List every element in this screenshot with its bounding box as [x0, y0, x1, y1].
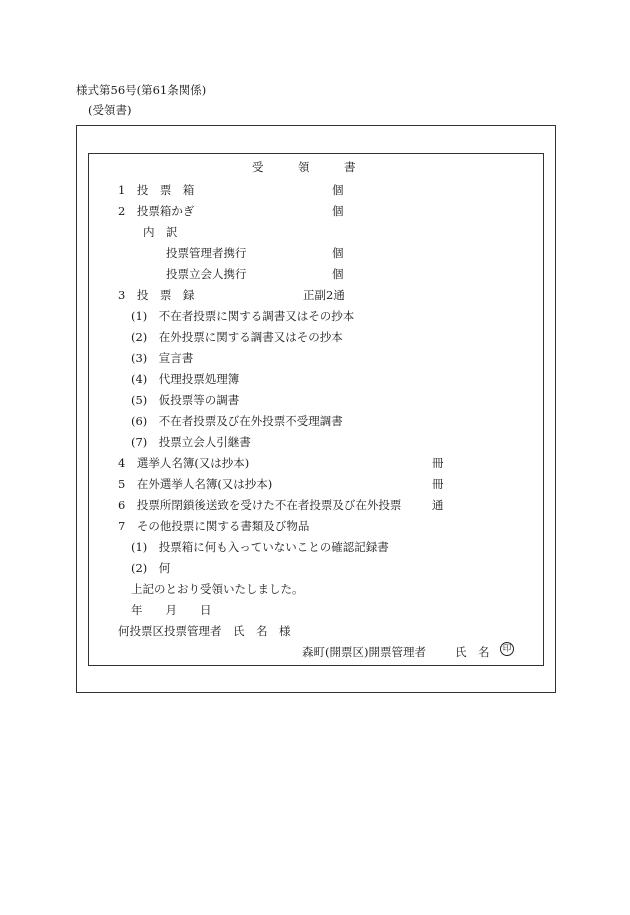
item-other-documents-label: 7 その他投票に関する書類及び物品 [118, 519, 310, 533]
item-ballot-box-label: 1 投 票 箱 [118, 183, 195, 197]
item-breakdown-label: 内 訳 [143, 225, 178, 239]
subitem-absentee-report: (1) 不在者投票に関する調書又はその抄本 [131, 309, 355, 323]
seal-mark: 印 [500, 642, 514, 656]
item-late-votes-quantity: 通 [432, 498, 444, 512]
item-manager-carry-quantity: 個 [332, 246, 344, 260]
item-manager-carry-label: 投票管理者携行 [166, 246, 247, 260]
form-number: 様式第56号(第61条関係) [76, 83, 207, 97]
subitem-overseas-report: (2) 在外投票に関する調書又はその抄本 [131, 330, 343, 344]
item-late-votes-label: 6 投票所閉鎖後送致を受けた不在者投票及び在外投票 [118, 498, 402, 512]
receipt-statement: 上記のとおり受領いたしました。 [131, 582, 304, 596]
form-name: (受領書) [88, 103, 132, 117]
item-witness-carry-quantity: 個 [332, 267, 344, 281]
item-voter-register-label: 4 選挙人名簿(又は抄本) [118, 456, 250, 470]
item-ballot-box-key-quantity: 個 [332, 204, 344, 218]
item-ballot-box-quantity: 個 [332, 183, 344, 197]
date-line: 年 月 日 [131, 603, 212, 617]
signer-name-label: 氏 名 [455, 645, 490, 659]
subitem-proxy-voting-log: (4) 代理投票処理簿 [131, 372, 240, 386]
item-ballot-box-key-label: 2 投票箱かぎ [118, 204, 195, 218]
item-witness-carry-label: 投票立会人携行 [166, 267, 247, 281]
document-title: 受 領 書 [252, 160, 356, 174]
subitem-empty-box-confirmation: (1) 投票箱に何も入っていないことの確認記録書 [131, 540, 389, 554]
item-voting-record-label: 3 投 票 録 [118, 288, 195, 302]
addressee-line: 何投票区投票管理者 氏 名 様 [118, 624, 291, 638]
item-overseas-register-label: 5 在外選挙人名簿(又は抄本) [118, 477, 273, 491]
subitem-provisional-vote-report: (5) 仮投票等の調書 [131, 393, 240, 407]
item-overseas-register-quantity: 冊 [432, 477, 444, 491]
subitem-declaration: (3) 宣言書 [131, 351, 194, 365]
signer-title: 森町(開票区)開票管理者 [302, 645, 426, 659]
item-voting-record-quantity: 正副2通 [303, 288, 345, 302]
item-voter-register-quantity: 冊 [432, 456, 444, 470]
subitem-other: (2) 何 [131, 561, 171, 575]
subitem-witness-handover: (7) 投票立会人引継書 [131, 435, 251, 449]
subitem-rejected-vote-report: (6) 不在者投票及び在外投票不受理調書 [131, 414, 343, 428]
